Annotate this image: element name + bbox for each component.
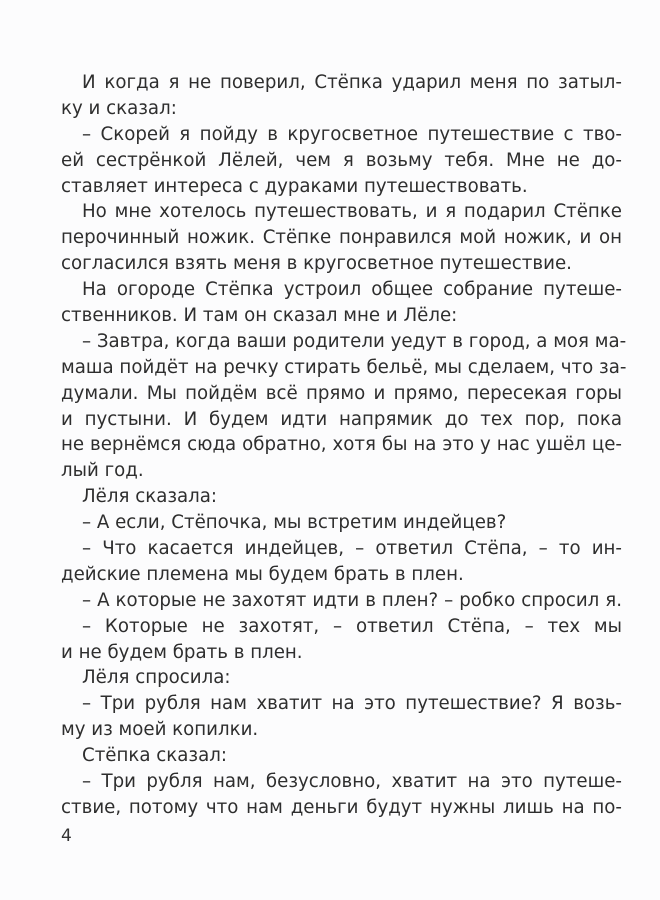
text-line: На огороде Стёпка устроил общее собрание путеше- [82,279,622,301]
text-line: лый год. [61,460,144,482]
text-line: ствие, потому что нам деньги будут нужны лишь на по- [61,796,622,818]
text-line: – Три рубля нам хватит на это путешествие? Я возь- [82,693,622,715]
text-line: – А которые не захотят идти в плен? – робко спросил я. [82,589,622,611]
text-line: перочинный ножик. Стёпке понравился мой ножик, и он [61,227,622,249]
text-line: Стёпка сказал: [82,745,227,767]
text-line: Лёля сказала: [82,486,218,508]
text-line: Лёля спросила: [82,667,231,689]
page-number: 4 [61,826,72,846]
text-line: – Скорей я пойду в кругосветное путешествие с тво- [82,123,622,145]
text-line: – Три рубля нам, безусловно, хватит на это путеше- [82,771,622,793]
text-line: – Которые не захотят, – ответил Стёпа, – тех мы [82,615,622,637]
text-line: – Что касается индейцев, – ответил Стёпа, – то ин- [82,538,622,560]
text-line: ставляет интереса с дураками путешествовать. [61,175,528,197]
text-line: и не будем брать в плен. [61,641,303,663]
text-line: не вернёмся сюда обратно, хотя бы на это у нас ушёл це- [61,434,622,456]
text-line: му из моей копилки. [61,719,259,741]
text-line: Но мне хотелось путешествовать, и я подарил Стёпке [82,201,622,223]
text-line: ей сестрёнкой Лёлей, чем я возьму тебя. Мне не до- [61,149,622,171]
text-line: – Завтра, когда ваши родители уедут в город, а моя ма- [82,330,627,352]
text-line: – А если, Стёпочка, мы встретим индейцев? [82,512,507,534]
text-line: думали. Мы пойдём всё прямо и прямо, пересекая горы [61,382,622,404]
page-body-text [61,70,627,821]
text-line: ственников. И там он сказал мне и Лёле: [61,305,458,327]
text-line: маша пойдёт на речку стирать бельё, мы сделаем, что за- [61,356,627,378]
text-line: дейские племена мы будем брать в плен. [61,563,464,585]
text-line: и пустыни. И будем идти напрямик до тех пор, пока [61,408,622,430]
text-line: согласился взять меня в кругосветное путешествие. [61,253,572,275]
text-line: ку и сказал: [61,97,177,119]
text-line: И когда я не поверил, Стёпка ударил меня по затыл- [82,72,622,93]
